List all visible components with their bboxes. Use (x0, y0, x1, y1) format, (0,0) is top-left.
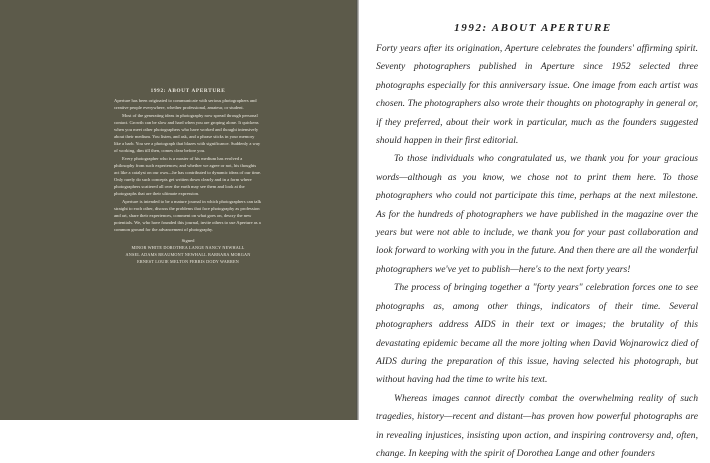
right-page (366, 0, 700, 459)
statement-paragraph: Every photographer who is a master of his medium has evolved a philosophy from such experiences; and whether we agree or not, his thoughts act like a catalyst on our own—he has contributed to dynamic ideas of our time. Only rarely do such concepts get written down clearly and in a form where photographers scattered all over the earth may see them and look at the photographs that are their ultimate expression. (114, 156, 262, 196)
book-gutter (356, 0, 359, 420)
left-page-title: 1992: ABOUT APERTURE (150, 88, 226, 94)
left-page (0, 0, 356, 420)
signatories-line: ERNEST LOUIE MELTON FERRIS DODY WARREN (137, 258, 239, 264)
editorial-paragraph: To those individuals who congratulated us, we thank you for your gracious words—although as you know, we chose not to print them here. To those photographers who could not participate this time, perhaps at the next milestone. As for the hundreds of photographers we have published in the magazine over the years but were not able to include, we thank you for your past collaboration and look forward to working with you in the future. And then there are all the wonderful photographers we've yet to publish—here's to the next forty years! (376, 153, 698, 275)
right-page-title: 1992: ABOUT APERTURE (454, 22, 612, 34)
statement-paragraph: Aperture has been originated to communicate with serious photographers and creative people everywhere, whether professional, amateur, or student. (114, 97, 257, 110)
editorial-body (376, 40, 698, 463)
editorial-paragraph: Whereas images cannot directly combat the overwhelming reality of such tragedies, history—recent and distant—has proven how powerful photographs are in revealing injustices, insisting upon action, and inspiring controversy and, often, change. In keeping with the spirit of Dorothea Lange and other founders (376, 392, 698, 459)
founders-statement (114, 88, 262, 266)
editorial-paragraph: Forty years after its origination, Aperture celebrates the founders' affirming spirit. Seventy photographers published in Aperture since 1952 selected three photographs especially for this anniversary issue. One image from each artist was chosen. The photographers also wrote their thoughts on photography in general or, if they preferred, about their work in particular, much as the founders suggested should happen in their first editorial. (376, 43, 698, 147)
signatories-line: MINOR WHITE DOROTHEA LANGE NANCY NEWHALL (131, 244, 245, 250)
editorial-paragraph: The process of bringing together a "forty years" celebration forces one to see photographs as, among other things, indicators of their time. Several photographers address AIDS in their text or images; the brutality of this devastating epidemic became all the more jolting when David Wojnarowicz died of AIDS during the preparation of this issue, having selected his photograph, but without having had the time to write his text. (376, 282, 698, 386)
statement-paragraph: Aperture is intended to be a mature journal in which photographers can talk straight to each other, discuss the problems that face photography as profession and art, share their experiences, comment on what goes on, descry the new potentials. We, who have founded this journal, invite others to use Aperture as a common ground for the advancement of photography. (114, 199, 262, 232)
signatories-line: ANSEL ADAMS BEAUMONT NEWHALL BARBARA MORGAN (125, 251, 251, 257)
statement-paragraph: Most of the generating ideas in photography now spread through personal contact. Growth can be slow and hard when you are groping alone. It quickens when you meet other photographers who have worked and thought intensively about their medium. You listen, and ask, and a phrase sticks in your memory like a barb. You see a photograph that blazes with significance. Suddenly a way of working, dim till then, comes clear before you. (114, 113, 261, 153)
signed-label: Signed (181, 237, 195, 243)
